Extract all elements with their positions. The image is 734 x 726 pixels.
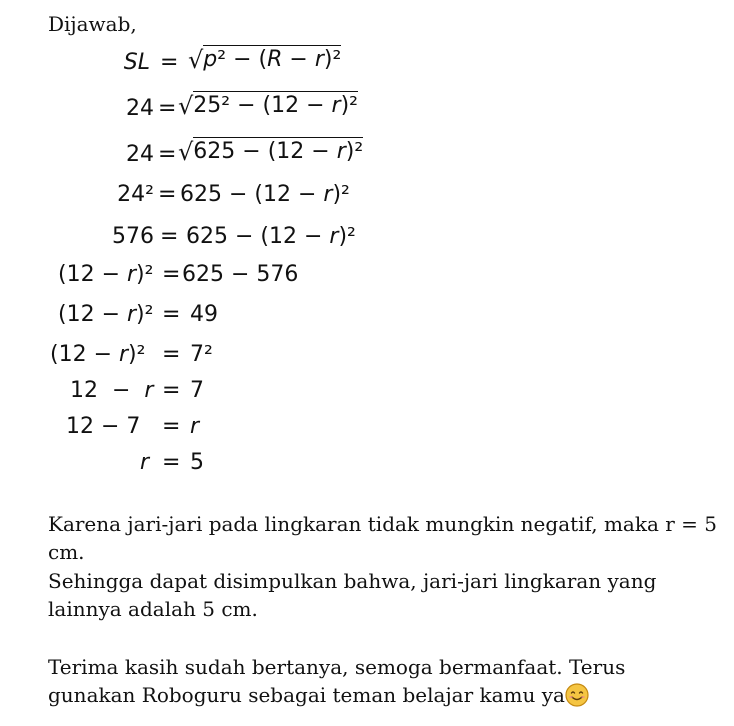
step-7-rhs: 49 [190, 302, 218, 327]
step-3-rhs: √625 − (12 − r)² [178, 138, 364, 166]
step-6-rhs: 625 − 576 [182, 262, 299, 287]
conclusion-paragraph-2: Sehingga dapat disimpulkan bahwa, jari-jari lingkaran yang lainnya adalah 5 cm. [48, 569, 657, 621]
closing-paragraph [48, 653, 708, 709]
step-2-equals: = [158, 96, 177, 121]
step-6-equals: = [162, 262, 181, 287]
step-8-lhs: (12 − r)² [50, 342, 146, 367]
step-10-equals: = [162, 414, 181, 439]
step-11-lhs: r [140, 450, 150, 475]
step-8-equals: = [162, 342, 181, 367]
step-3-equals: = [158, 142, 177, 167]
conclusion-paragraph-1: Karena jari-jari pada lingkaran tidak mungkin negatif, maka r = 5 cm. [48, 512, 718, 564]
step-9-lhs: 12 − r [70, 378, 154, 403]
step-9-equals: = [162, 378, 181, 403]
radical-sign: √ [188, 46, 204, 74]
step-6-lhs: (12 − r)² [58, 262, 154, 287]
step-7-lhs: (12 − r)² [58, 302, 154, 327]
step-10-rhs: r [190, 414, 200, 439]
step-5-lhs: 576 [112, 224, 154, 249]
step-9-rhs: 7 [190, 378, 204, 403]
step-4-rhs: 625 − (12 − r)² [180, 182, 350, 207]
step-7-equals: = [162, 302, 181, 327]
step-11-rhs: 5 [190, 450, 204, 475]
step-3-lhs: 24 [126, 142, 154, 167]
step-1-lhs: SL [123, 50, 150, 75]
step-8-rhs: 7² [190, 342, 213, 367]
step-5-rhs: 625 − (12 − r)² [186, 224, 356, 249]
closing-text: Terima kasih sudah bertanya, semoga bermanfaat. Terus gunakan Roboguru sebagai teman belajar kamu ya [48, 655, 626, 707]
radical-sign: √ [178, 138, 194, 166]
step-4-lhs: 24² [117, 182, 154, 207]
step-2-lhs: 24 [126, 96, 154, 121]
step-1-rhs: √p² − (R − r)² [188, 46, 342, 74]
step-2-rhs: √25² − (12 − r)² [178, 92, 358, 120]
step-11-equals: = [162, 450, 181, 475]
smiling-face-emoji [565, 683, 589, 707]
step-10-lhs: 12 − 7 [66, 414, 141, 439]
step-5-equals: = [160, 224, 179, 249]
step-4-equals: = [158, 182, 177, 207]
step-1-equals: = [160, 50, 179, 75]
intro-text: Dijawab, [48, 12, 137, 36]
radical-sign: √ [178, 92, 194, 120]
